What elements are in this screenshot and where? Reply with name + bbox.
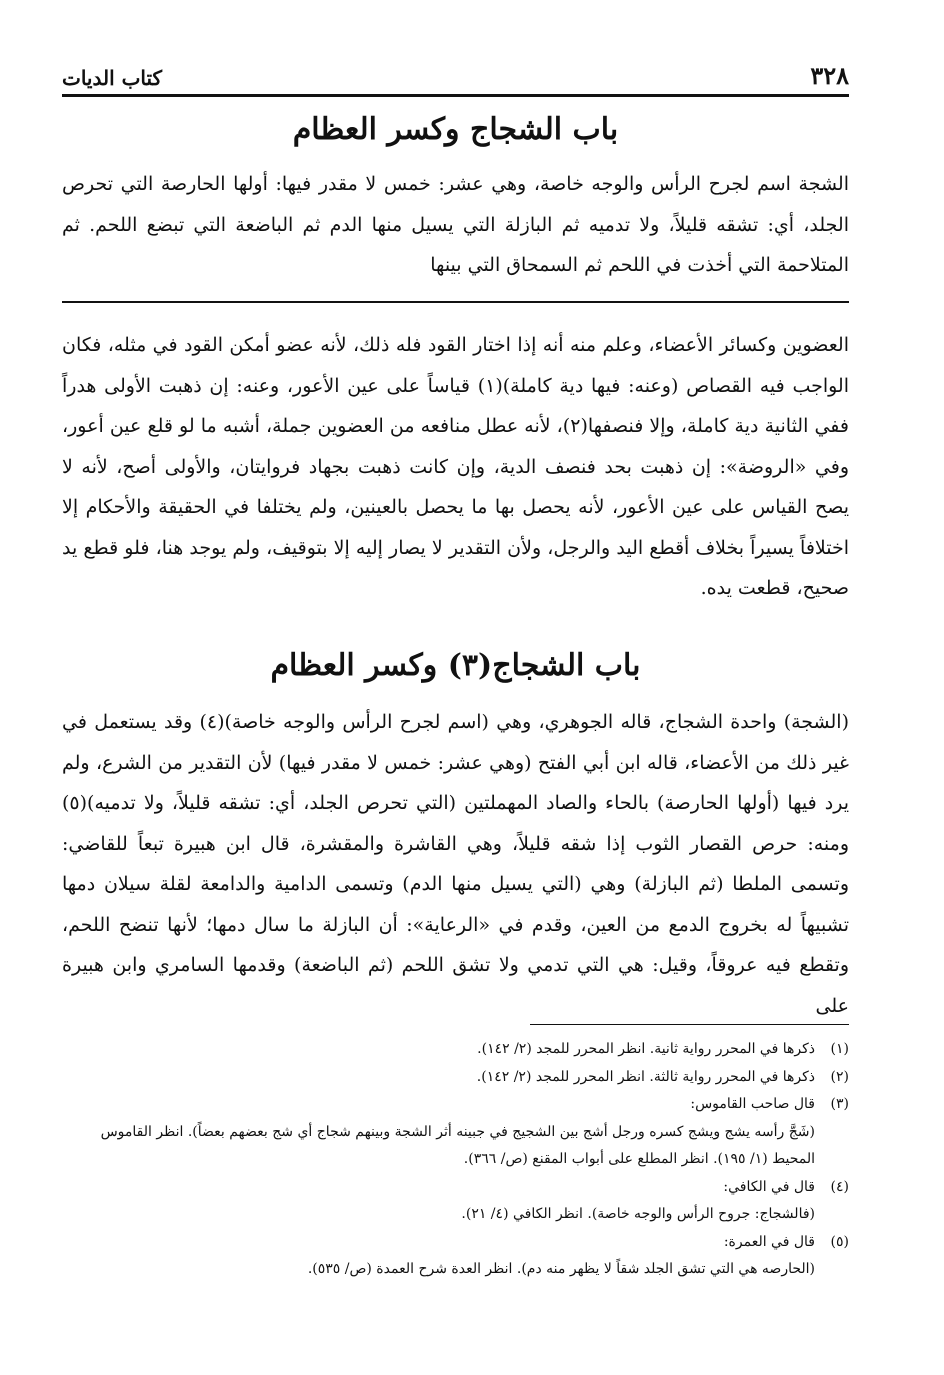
footnote-text: ذكرها في المحرر رواية ثانية. انظر المحرر للمجد (٢/ ١٤٢). [477,1041,815,1057]
footnote [62,1229,849,1257]
section-heading-commentary: باب الشجاج(٣) وكسر العظام [270,648,641,683]
footnote [62,1091,849,1119]
footnote [62,1064,849,1092]
footnote [62,1174,849,1202]
footnote-marker: (١) [830,1041,849,1057]
commentary-paragraph-2: (الشجة) واحدة الشجاج، قاله الجوهري، وهي (اسم لجرح الرأس والوجه خاصة)(٤) وقد يستعمل في غير ذلك من الأعضاء، قاله ابن أبي الفتح (وهي عشر: خمس لا مقدر فيها) لأن التقدير من الشرع، ولم يرد فيها (أولها الحارصة) بالحاء والصاد المهملتين (التي تحرص الجلد، أي: تشقه قليلاً، ولا تدميه)(٥) ومنه: حرص القصار الثوب إذا شقه قليلاً، وهي القاشرة والمقشرة، قال ابن هبيرة تبعاً للقاضي: وتسمى الملطا (ثم البازلة) وهي (التي يسيل منها الدم) وتسمى الدامية والدامعة لقلة سيلان دمها تشبيهاً له بخروج الدمع من العين، وقدم في «الرعاية»: أن البازلة ما سال دمها؛ لأنها تنضح اللحم، وتقطع فيه عروقاً، وقيل: هي التي تدمي ولا تشق اللحم (ثم الباضعة) وقدمها السامري وابن هبيرة على [62,711,849,1017]
footnote-marker: (٤) [830,1178,849,1195]
footnote-text: (فالشجاج: جروح الرأس والوجه خاصة). انظر الكافي (٤/ ٢١). [461,1206,815,1222]
matn-divider [62,301,849,303]
footnote-quote [62,1201,849,1229]
footnote-text: ذكرها في المحرر رواية ثالثة. انظر المحرر للمجد (٢/ ١٤٢). [476,1068,815,1085]
footnote-quote [62,1119,849,1174]
footnote-text: قال في الكافي: [723,1178,815,1195]
footnote-text: (شَجَّ رأسه يشج ويشج كسره ورجل أشج بين الشجيج في جبينه أثر الشجة وبينهم شجاج أي شج بعضهم بعضاً). انظر القاموس المحيط (١/ ١٩٥). انظر المطلع على أبواب المقنع (ص/ ٣٦٦). [100,1123,815,1167]
commentary-paragraph-1: العضوين وكسائر الأعضاء، وعلم منه أنه إذا اختار القود فله ذلك، لأنه عضو أمكن القود في مثله، فكان الواجب فيه القصاص (وعنه: فيها دية كاملة)(١) قياساً على عين الأعور، وعنه: إن ذهبت الأولى هدراً ففي الثانية دية كاملة، وإلا فنصفها(٢)، لأنه عطل منافعه من العضوين جملة، أشبه ما لو قلع عين أعور، وفي «الروضة»: إن ذهبت بحد فنصف الدية، وإن كانت ذهبت بجهاد فروايتان، والأولى أصح، لأنه لا يصح القياس على عين الأعور، لأنه يحصل بها ما يحصل بالعينين، ولم يختلفا في الحقيقة والأحكام إلا اختلافاً يسيراً بخلاف أقطع اليد والرجل، ولأن التقدير لا يصار إليه إلا بتوقيف، ولم يوجد هنا، فلو قطع يد صحيح، قطعت يده. [62,334,850,599]
footnote-quote [62,1256,849,1284]
footnotes-list [62,1036,849,1284]
footnote-marker: (٣) [830,1096,849,1112]
page-header [62,54,849,97]
page-number: ٣٢٨ [810,61,849,90]
footnote-marker: (٢) [830,1068,849,1085]
matn-paragraph: الشجة اسم لجرح الرأس والوجه خاصة، وهي عشر: خمس لا مقدر فيها: أولها الحارصة التي تحرص الجلد، أي: تشقه قليلاً، ولا تدميه ثم البازلة التي يسيل منها الدم ثم الباضعة التي تبضع اللحم. ثم المتلاحمة التي أخذت في اللحم ثم السمحاق التي بينها [62,173,849,276]
footnote-text: (الحارصه هي التي تشق الجلد شقاً لا يظهر منه دم). انظر العدة شرح العمدة (ص/ ٥٣٥). [307,1261,815,1277]
section-heading-matn: باب الشجاج وكسر العظام [292,112,619,147]
footnote [62,1036,849,1064]
footnote-text: قال صاحب القاموس: [690,1096,815,1112]
footnote-divider [530,1024,849,1025]
footnote-text: قال في العمرة: [723,1233,815,1250]
footnote-marker: (٥) [830,1233,849,1250]
running-title: كتاب الديات [62,66,163,90]
